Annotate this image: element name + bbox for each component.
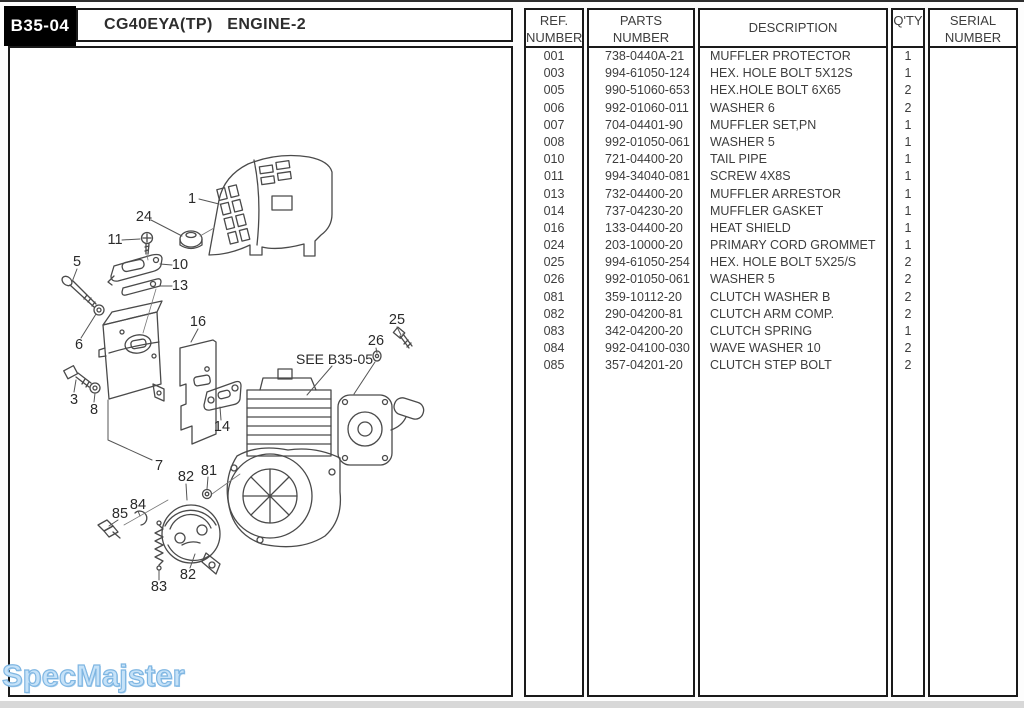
diagram-panel <box>8 46 513 697</box>
table-cell-qty: 2 <box>904 83 912 98</box>
table-cell-part: 357-04201-20 <box>605 358 683 373</box>
table-cell-desc: SCREW 4X8S <box>710 169 791 184</box>
table-cell-serial <box>930 203 1016 220</box>
table-cell-ref: 003 <box>543 66 565 81</box>
table-cell-ref: 025 <box>543 255 565 270</box>
header-qty: Q'TY <box>893 13 923 28</box>
table-cell-desc: WASHER 5 <box>710 134 775 149</box>
table-cell-qty: 2 <box>904 100 912 115</box>
page-title: CG40EYA(TP) ENGINE-2 <box>104 16 307 33</box>
table-cell-ref: 026 <box>543 272 565 287</box>
column-header-ref <box>526 10 582 48</box>
table-cell-qty: 1 <box>904 49 912 63</box>
table-cell-serial <box>930 82 1016 99</box>
table-cell-ref: 008 <box>543 134 565 149</box>
table-column-ref <box>524 8 584 697</box>
table-cell-part: 994-61050-124 <box>605 66 690 81</box>
table-cell-ref: 005 <box>543 83 565 98</box>
table-cell-qty: 2 <box>904 306 912 321</box>
diagram-callout-85: 85 <box>111 506 129 522</box>
diagram-callout-1: 1 <box>187 191 197 207</box>
table-cell-serial <box>930 134 1016 151</box>
header-ref-line2: NUMBER <box>526 30 583 45</box>
table-cell-part: 994-61050-254 <box>605 255 690 270</box>
column-header-parts <box>589 10 693 48</box>
section-tag-label: B35-04 <box>10 16 70 35</box>
table-cell-serial <box>930 237 1016 254</box>
table-cell-part: 992-04100-030 <box>605 341 690 356</box>
table-cell-ref: 082 <box>543 306 565 321</box>
table-cell-qty: 1 <box>904 324 912 338</box>
table-cell-qty: 1 <box>904 220 912 235</box>
table-cell-qty: 2 <box>904 289 912 304</box>
table-cell-desc: PRIMARY CORD GROMMET <box>710 238 876 253</box>
diagram-callout-24: 24 <box>135 209 153 225</box>
table-cell-part: 721-04400-20 <box>605 152 683 167</box>
header-serial-line1: SERIAL <box>949 13 997 28</box>
table-cell-serial <box>930 65 1016 82</box>
table-cell-serial <box>930 186 1016 203</box>
table-column-parts <box>587 8 695 697</box>
table-cell-serial <box>930 271 1016 288</box>
table-cell-qty: 1 <box>904 66 912 81</box>
table-cell-ref: 001 <box>543 49 565 63</box>
diagram-callout-84: 84 <box>129 497 147 513</box>
table-cell-qty: 1 <box>904 186 912 201</box>
table-cell-desc: MUFFLER PROTECTOR <box>710 49 851 63</box>
table-cell-desc: WASHER 6 <box>710 100 775 115</box>
table-column-qty <box>891 8 925 697</box>
table-cell-part: 290-04200-81 <box>605 306 683 321</box>
column-header-description <box>700 10 886 48</box>
table-column-serial <box>928 8 1018 697</box>
diagram-callout-8: 8 <box>89 402 99 418</box>
table-column-description <box>698 8 888 697</box>
scan-edge-top <box>0 0 1024 2</box>
table-cell-qty: 1 <box>904 117 912 132</box>
table-cell-desc: HEX. HOLE BOLT 5X12S <box>710 66 853 81</box>
diagram-callout-6: 6 <box>74 337 84 353</box>
table-cell-ref: 016 <box>543 220 565 235</box>
table-cell-ref: 084 <box>543 341 565 356</box>
diagram-callout-81: 81 <box>200 463 218 479</box>
table-cell-part: 133-04400-20 <box>605 220 683 235</box>
diagram-callout-16: 16 <box>189 314 207 330</box>
table-cell-part: 704-04401-90 <box>605 117 683 132</box>
header-parts-line2: NUMBER <box>612 30 670 45</box>
header-ref-line1: REF. <box>539 13 569 28</box>
table-cell-qty: 1 <box>904 203 912 218</box>
diagram-callout-10: 10 <box>171 257 189 273</box>
table-cell-serial <box>930 340 1016 357</box>
table-cell-part: 342-04200-20 <box>605 324 683 338</box>
diagram-callout-11: 11 <box>107 232 123 248</box>
table-cell-qty: 1 <box>904 238 912 253</box>
table-cell-part: 737-04230-20 <box>605 203 683 218</box>
table-cell-ref: 013 <box>543 186 565 201</box>
table-cell-desc: CLUTCH STEP BOLT <box>710 358 832 373</box>
table-cell-serial <box>930 357 1016 374</box>
table-cell-ref: 083 <box>543 324 565 338</box>
header-serial-line2: NUMBER <box>944 30 1002 45</box>
table-cell-qty: 1 <box>904 152 912 167</box>
table-cell-desc: WAVE WASHER 10 <box>710 341 821 356</box>
table-cell-part: 359-10112-20 <box>605 289 682 304</box>
table-cell-desc: MUFFLER GASKET <box>710 203 824 218</box>
table-cell-ref: 010 <box>543 152 565 167</box>
table-cell-qty: 2 <box>904 255 912 270</box>
table-cell-desc: CLUTCH ARM COMP. <box>710 306 835 321</box>
column-header-qty <box>893 10 923 48</box>
table-cell-serial <box>930 117 1016 134</box>
table-cell-desc: CLUTCH WASHER B <box>710 289 831 304</box>
table-cell-part: 992-01050-061 <box>605 272 690 287</box>
header-description: DESCRIPTION <box>748 20 838 35</box>
watermark: SpecMajster <box>2 658 185 693</box>
table-cell-ref: 007 <box>543 117 565 132</box>
table-cell-part: 992-01050-061 <box>605 134 690 149</box>
table-cell-ref: 011 <box>544 169 564 184</box>
table-cell-desc: MUFFLER SET,PN <box>710 117 817 132</box>
table-cell-ref: 006 <box>543 100 565 115</box>
table-cell-part: 738-0440A-21 <box>605 49 685 63</box>
table-cell-ref: 085 <box>543 358 565 373</box>
table-cell-desc: TAIL PIPE <box>710 152 767 167</box>
diagram-callout-83: 83 <box>150 579 168 595</box>
table-cell-serial <box>930 168 1016 185</box>
table-cell-qty: 2 <box>904 341 912 356</box>
diagram-callout-82: 82 <box>177 469 195 485</box>
table-cell-desc: HEX.HOLE BOLT 6X65 <box>710 83 841 98</box>
scan-edge-bottom <box>0 701 1024 708</box>
table-cell-desc: HEX. HOLE BOLT 5X25/S <box>710 255 857 270</box>
table-cell-qty: 1 <box>904 169 912 184</box>
diagram-callout-5: 5 <box>72 254 82 270</box>
table-cell-part: 203-10000-20 <box>605 238 683 253</box>
table-cell-serial <box>930 289 1016 306</box>
table-cell-ref: 014 <box>543 203 565 218</box>
callout-layer <box>10 48 511 695</box>
table-cell-serial <box>930 306 1016 323</box>
section-tag <box>4 6 76 46</box>
table-cell-ref: 081 <box>543 289 565 304</box>
table-cell-serial <box>930 100 1016 117</box>
table-cell-qty: 2 <box>904 358 912 373</box>
table-cell-desc: MUFFLER ARRESTOR <box>710 186 842 201</box>
header-parts-line1: PARTS <box>619 13 663 28</box>
table-cell-part: 994-34040-081 <box>605 169 690 184</box>
diagram-callout-82: 82 <box>179 567 197 583</box>
table-cell-serial <box>930 254 1016 271</box>
table-cell-part: 992-01060-011 <box>605 100 689 115</box>
see-reference-note: SEE B35-05 <box>296 351 374 367</box>
column-header-serial <box>930 10 1016 48</box>
table-cell-part: 732-04400-20 <box>605 186 683 201</box>
table-cell-serial <box>930 323 1016 340</box>
diagram-callout-13: 13 <box>171 278 189 294</box>
table-cell-desc: HEAT SHIELD <box>710 220 791 235</box>
diagram-callout-14: 14 <box>213 419 231 435</box>
table-cell-desc: WASHER 5 <box>710 272 775 287</box>
diagram-callout-26: 26 <box>367 333 385 349</box>
table-cell-serial <box>930 220 1016 237</box>
diagram-callout-3: 3 <box>69 392 79 408</box>
table-cell-serial <box>930 151 1016 168</box>
table-cell-desc: CLUTCH SPRING <box>710 324 813 338</box>
diagram-callout-25: 25 <box>388 312 406 328</box>
diagram-callout-7: 7 <box>154 458 164 474</box>
table-cell-qty: 2 <box>904 272 912 287</box>
table-cell-ref: 024 <box>543 238 565 253</box>
table-cell-part: 990-51060-653 <box>605 83 690 98</box>
table-cell-serial <box>930 48 1016 65</box>
table-cell-qty: 1 <box>904 134 912 149</box>
title-bar <box>76 8 513 42</box>
